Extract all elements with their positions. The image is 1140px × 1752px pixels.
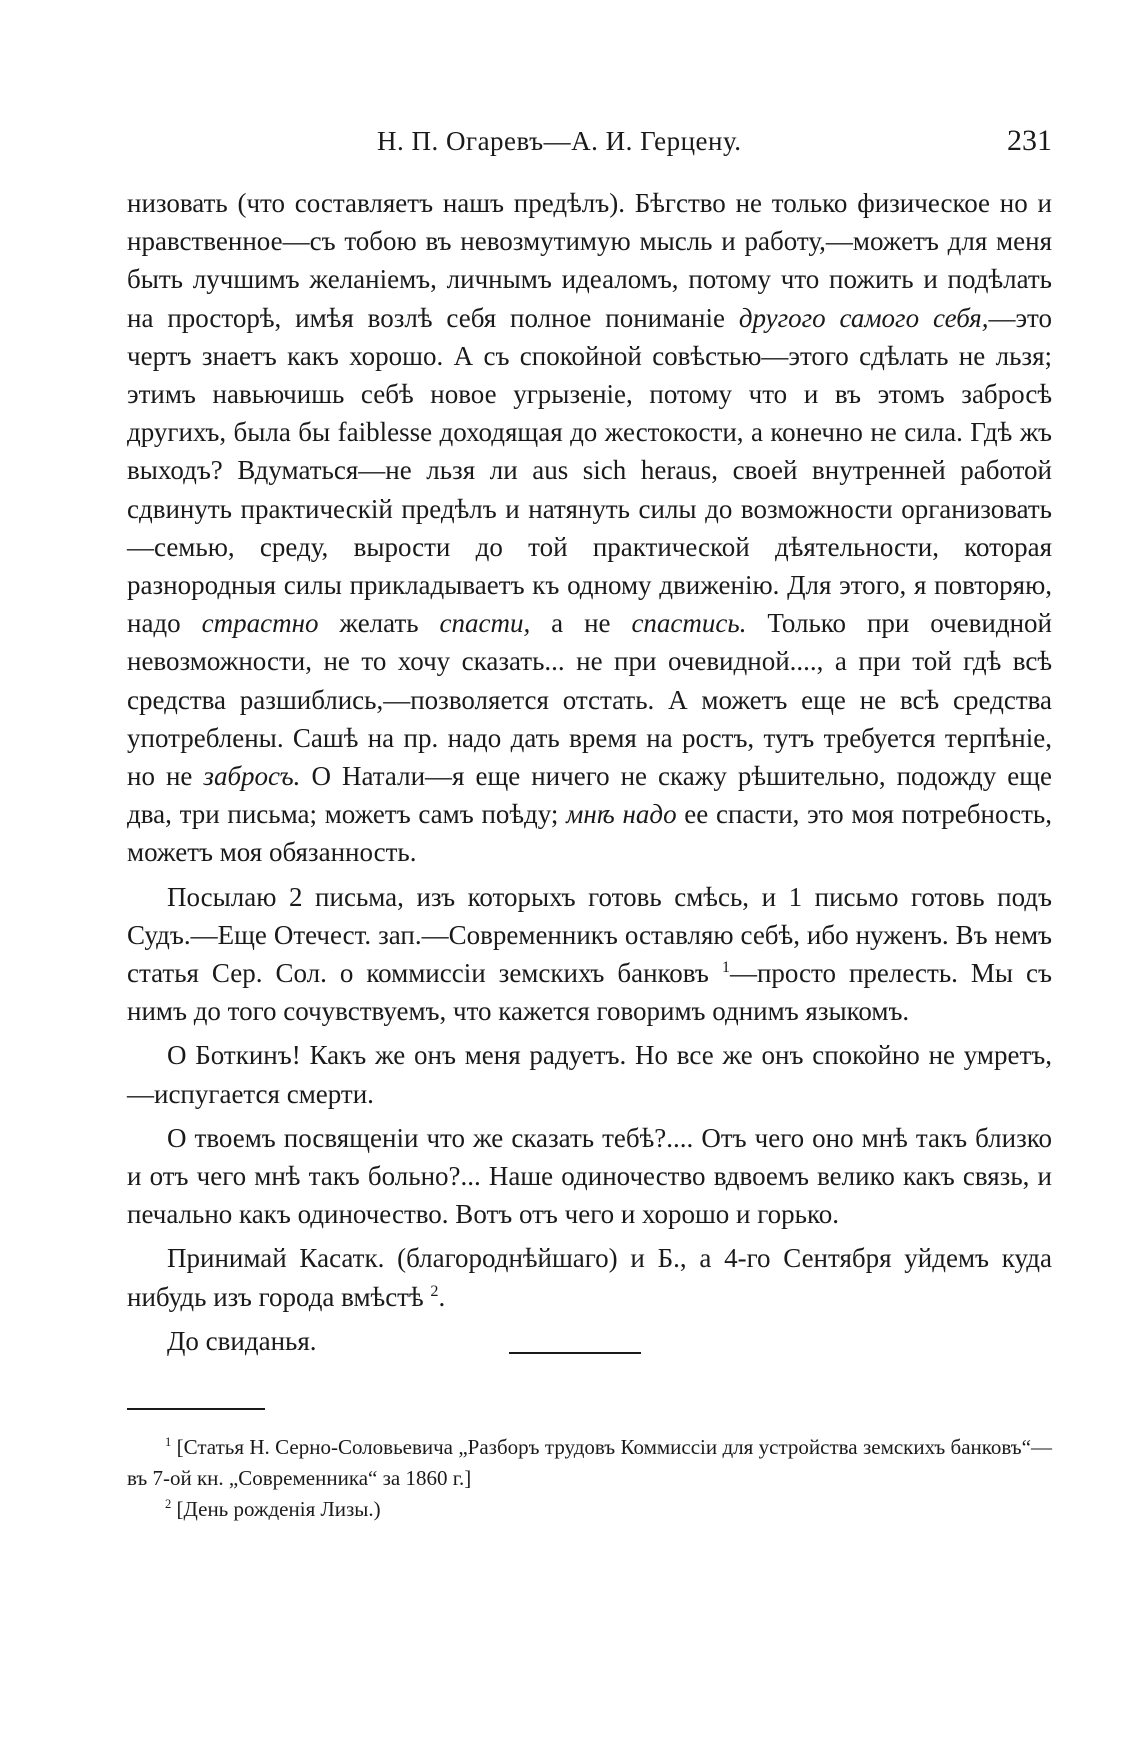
text-run: Только при очевидной невозможности, не то хочу сказать... не при очевидной...., а при той гдѣ всѣ средства разшиблись,—позволяется отстать. А можетъ еще не всѣ средства употреблены. Сашѣ на пр. надо дать время на ростъ, тутъ требуется терпѣніе, но не (127, 608, 1052, 792)
closing-divider (509, 1352, 641, 1354)
paragraph-1 (127, 184, 1052, 872)
footnote-1 (127, 1432, 1052, 1494)
italic-run: страстно (201, 608, 319, 639)
footnote-2 (127, 1494, 1052, 1525)
text-run: —это чертъ знаетъ какъ хорошо. А съ спокойной совѣстью—этого сдѣлать не льзя; этимъ навьючишь себѣ новое угрызеніе, потому что и въ этомъ забросѣ другихъ, была бы faiblesse доходящая до жестокости, а конечно не сила. Гдѣ жъ выходъ? Вдуматься—не льзя ли aus sich heraus, своей внутренней работой сдвинуть практическій предѣлъ и натянуть силы до возможности организовать—семью, среду, вырости до той практической дѣятельности, которая разнородныя силы прикладываетъ къ одному движенію. Для этого, я повторяю, надо (127, 302, 1052, 639)
footnote-text: [День рожденія Лизы.) (171, 1496, 381, 1521)
text-run: О Натали—я еще ничего не скажу рѣшительно, подожду еще два, три письма; можетъ самъ поѣду; (127, 761, 1052, 830)
footnote-marker: 2 (165, 1496, 172, 1511)
italic-run: спастись. (631, 608, 747, 639)
footnote-ref-1: 1 (721, 958, 730, 977)
italic-run: мнѣ надо (566, 799, 677, 830)
text-run: низовать (что составляетъ нашъ предѣлъ). Бѣгство не только физическое но и нравственное—съ тобою въ невозмутимую мысль и работу,—можетъ для меня быть лучшимъ желаніемъ, личнымъ идеаломъ, потому что пожить и подѣлать на просторѣ, имѣя возлѣ себя полное пониманіе (127, 188, 1052, 333)
closing-salutation: До свиданья. (167, 1325, 317, 1356)
text-run: ее спасти, это моя потребность, можетъ моя обязанность. (127, 799, 1052, 868)
text-run: Принимай Касатк. (благороднѣйшаго) и Б., а 4-го Сентября уйдемъ куда нибудь изъ города вмѣстѣ (127, 1243, 1052, 1312)
text-run: а не (530, 608, 632, 639)
italic-run: забросъ. (203, 761, 301, 792)
text-run: Посылаю 2 письма, изъ которыхъ готовь смѣсь, и 1 письмо готовь подъ Судъ.—Еще Отечест. зап.—Современникъ оставляю себѣ, ибо нуженъ. Въ немъ статья Сер. Сол. о коммиссіи земскихъ банковъ (127, 881, 1052, 989)
paragraph-5 (127, 1239, 1052, 1315)
page-number: 231 (1007, 124, 1052, 157)
italic-run: спасти, (439, 608, 531, 639)
footnotes (127, 1432, 1052, 1525)
closing-row (127, 1322, 1052, 1366)
footnote-text: [Статья Н. Серно-Соловьевича „Разборъ трудовъ Коммиссіи для устройства земскихъ банковъ“—въ 7-ой кн. „Современника“ за 1860 г.] (127, 1434, 1052, 1490)
running-head (127, 120, 1052, 176)
paragraph-4: О твоемъ посвященіи что же сказать тебѣ?.... Отъ чего оно мнѣ такъ близко и отъ чего мнѣ такъ больно?... Наше одиночество вдвоемъ велико какъ связь, и печально какъ одиночество. Вотъ отъ чего и хорошо и горько. (127, 1122, 1052, 1230)
footnote-rule (127, 1408, 265, 1410)
text-run: желать (318, 608, 440, 639)
text-run: —просто прелесть. Мы съ нимъ до того сочувствуемъ, что кажется говоримъ однимъ языкомъ. (127, 958, 1052, 1027)
paragraph-3: О Боткинъ! Какъ же онъ меня радуетъ. Но все же онъ спокойно не умретъ,—испугается смерти. (127, 1040, 1052, 1109)
running-title: Н. П. Огаревъ—А. И. Герцену. (377, 126, 742, 156)
footnote-marker: 1 (165, 1434, 172, 1449)
text-run: . (438, 1281, 446, 1312)
letter-body (127, 184, 1052, 1366)
book-page (127, 120, 1052, 1525)
footnote-ref-2: 2 (430, 1281, 439, 1300)
paragraph-2 (127, 878, 1052, 1031)
italic-run: другого самого себя, (738, 302, 989, 333)
